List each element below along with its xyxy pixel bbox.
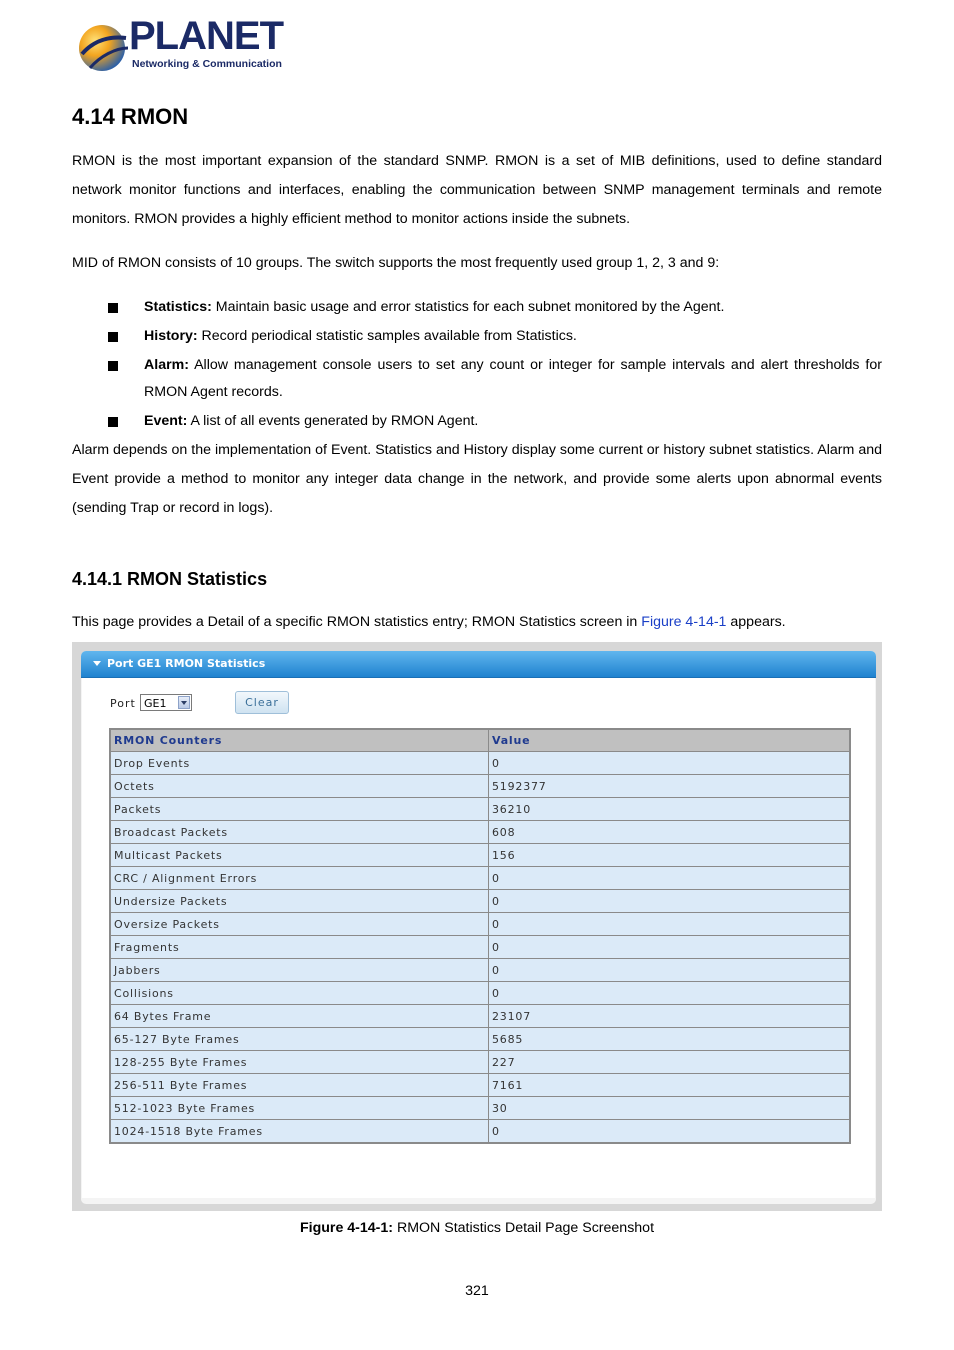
counter-value: 30: [489, 1097, 851, 1120]
caption-label: Figure 4-14-1:: [299, 1220, 394, 1236]
alarm-paragraph: Alarm depends on the implementation of Event. Statistics and History display some current or history subnet statistics. Alarm and Event provide a method to monitor any integer data change in the network, and provide some alerts upon abnormal events (sending Trap or record in logs).: [72, 442, 882, 516]
bullet-term: Event:: [144, 413, 188, 429]
port-select-value: GE1: [144, 697, 167, 710]
counter-value: 5192377: [489, 775, 851, 798]
rmon-group-list: [72, 294, 882, 437]
counter-name: 64 Bytes Frame: [110, 1005, 489, 1028]
counter-name: Drop Events: [110, 752, 489, 775]
table-row: [110, 867, 850, 890]
square-bullet-icon: [108, 361, 118, 371]
header-value: Value: [489, 729, 851, 752]
bullet-term: History:: [144, 328, 198, 344]
bullet-term: Statistics:: [144, 299, 212, 315]
counter-name: Jabbers: [110, 959, 489, 982]
table-row: [110, 798, 850, 821]
intro-text: This page provides a Detail of a specific RMON statistics entry; RMON Statistics screen in: [72, 614, 642, 630]
bullet-text: A list of all events generated by RMON Agent.: [187, 413, 479, 429]
counter-value: 0: [489, 1120, 851, 1144]
rmon-counters-table: [109, 728, 851, 1144]
table-header-row: [110, 729, 850, 752]
table-row: [110, 913, 850, 936]
figure-screenshot: [72, 642, 882, 1211]
table-row: [110, 959, 850, 982]
table-row: [110, 1120, 850, 1144]
intro-paragraph: RMON is the most important expansion of the standard SNMP. RMON is a set of MIB definitions, used to define standard network monitor functions and interfaces, enabling the communication between SNMP management terminals and remote monitors. RMON provides a highly efficient method to monitor actions inside the subnets.: [72, 153, 882, 227]
table-row: [110, 1028, 850, 1051]
counter-name: Fragments: [110, 936, 489, 959]
counter-value: 0: [489, 913, 851, 936]
counter-name: Undersize Packets: [110, 890, 489, 913]
bullet-text: Allow management console users to set any count or integer for sample intervals and alert thresholds for RMON Agent records.: [144, 357, 882, 400]
table-row: [110, 1097, 850, 1120]
table-row: [110, 1051, 850, 1074]
counter-value: 0: [489, 982, 851, 1005]
header-rmon-counters: RMON Counters: [110, 729, 489, 752]
figure-caption: [0, 1220, 954, 1236]
table-row: [110, 844, 850, 867]
table-row: [110, 982, 850, 1005]
page-number: 321: [465, 1283, 489, 1299]
bullet-text: Maintain basic usage and error statistics for each subnet monitored by the Agent.: [211, 299, 725, 315]
table-row: [110, 1074, 850, 1097]
counter-value: 0: [489, 890, 851, 913]
panel-title: Port GE1 RMON Statistics: [107, 657, 266, 670]
counter-name: CRC / Alignment Errors: [110, 867, 489, 890]
counter-value: 0: [489, 959, 851, 982]
dropdown-arrow-icon[interactable]: [178, 696, 190, 709]
counter-value: 36210: [489, 798, 851, 821]
panel-header[interactable]: [81, 651, 876, 678]
counter-value: 0: [489, 867, 851, 890]
counter-name: 128-255 Byte Frames: [110, 1051, 489, 1074]
table-row: [110, 821, 850, 844]
counter-name: Packets: [110, 798, 489, 821]
rmon-statistics-panel: [81, 651, 876, 1204]
list-item: [72, 323, 882, 350]
counter-name: 1024-1518 Byte Frames: [110, 1120, 489, 1144]
counter-name: Multicast Packets: [110, 844, 489, 867]
intro-text-end: appears.: [726, 614, 786, 630]
counter-value: 156: [489, 844, 851, 867]
counter-name: Collisions: [110, 982, 489, 1005]
section-title: 4.14 RMON: [72, 104, 189, 129]
square-bullet-icon: [108, 303, 118, 313]
table-body: [110, 752, 850, 1144]
counter-name: Octets: [110, 775, 489, 798]
globe-icon: [76, 18, 130, 74]
list-item: [72, 352, 882, 406]
panel-body: [82, 678, 875, 1198]
list-item: [72, 408, 882, 435]
counter-name: Oversize Packets: [110, 913, 489, 936]
counter-value: 7161: [489, 1074, 851, 1097]
table-row: [110, 775, 850, 798]
counter-name: 512-1023 Byte Frames: [110, 1097, 489, 1120]
figure-link[interactable]: Figure 4-14-1: [641, 614, 727, 630]
table-row: [110, 1005, 850, 1028]
logo-tagline: Networking & Communication: [132, 58, 282, 70]
logo-wordmark: PLANET: [129, 14, 283, 58]
counter-value: 227: [489, 1051, 851, 1074]
counter-value: 5685: [489, 1028, 851, 1051]
port-label: Port: [110, 697, 136, 710]
subsection-title: 4.14.1 RMON Statistics: [72, 569, 268, 589]
subsection-intro: [72, 608, 882, 637]
collapse-triangle-icon[interactable]: [93, 661, 101, 666]
clear-button[interactable]: Clear: [235, 691, 289, 714]
bullet-text: Record periodical statistic samples available from Statistics.: [197, 328, 577, 344]
counter-value: 0: [489, 752, 851, 775]
square-bullet-icon: [108, 417, 118, 427]
planet-logo: [76, 14, 283, 74]
port-select[interactable]: [140, 694, 192, 711]
caption-text: RMON Statistics Detail Page Screenshot: [393, 1220, 655, 1236]
counter-value: 0: [489, 936, 851, 959]
counter-value: 23107: [489, 1005, 851, 1028]
counter-name: Broadcast Packets: [110, 821, 489, 844]
table-row: [110, 752, 850, 775]
counter-value: 608: [489, 821, 851, 844]
table-row: [110, 936, 850, 959]
table-row: [110, 890, 850, 913]
square-bullet-icon: [108, 332, 118, 342]
counter-name: 65-127 Byte Frames: [110, 1028, 489, 1051]
groups-paragraph: MID of RMON consists of 10 groups. The switch supports the most frequently used group 1, 2, 3 and 9:: [72, 255, 720, 271]
counter-name: 256-511 Byte Frames: [110, 1074, 489, 1097]
list-item: [72, 294, 882, 321]
bullet-term: Alarm:: [144, 357, 189, 373]
